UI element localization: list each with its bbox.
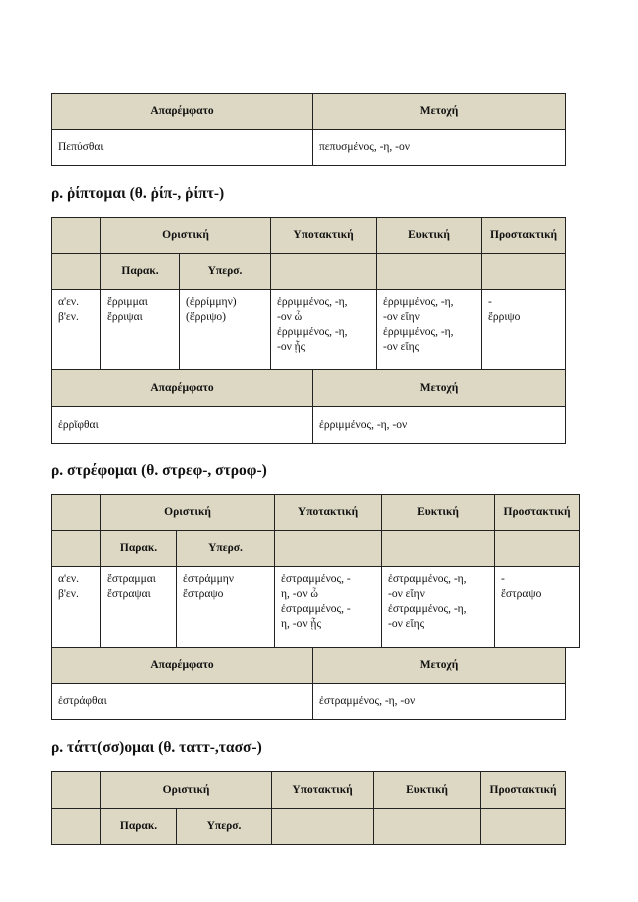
infinitive-form: ἐστράφθαι — [52, 684, 313, 720]
infinitive-form: Πεπύσθαι — [52, 130, 313, 166]
section-title-strepho: ρ. στρέφομαι (θ. στρεφ-, στροφ-) — [51, 462, 267, 479]
subjunctive-header: Υποτακτική — [272, 772, 374, 809]
person-labels: α'εν. β'εν. — [52, 290, 101, 370]
section-title-tatto: ρ. τάττ(σσ)ομαι (θ. τατт-,τασσ-) — [51, 739, 262, 756]
subjunctive-header: Υποτακτική — [275, 495, 382, 531]
imperative-header: Προστακτική — [495, 495, 580, 531]
infinitive-header: Απαρέμφατο — [52, 370, 313, 407]
empty-subheader — [382, 531, 495, 567]
participle-form: πεπυσμένος, -η, -ον — [313, 130, 566, 166]
indicative-header: Οριστική — [101, 218, 271, 254]
pluperfect-subheader: Υπερσ. — [177, 531, 275, 567]
empty-subheader — [275, 531, 382, 567]
conjugation-table-ripto — [51, 217, 566, 370]
infinitive-participle-table-ripto — [51, 369, 566, 444]
empty-corner — [52, 218, 101, 254]
optative-header: Ευκτική — [377, 218, 482, 254]
empty-subheader — [272, 809, 374, 845]
pluperfect-subheader: Υπερσ. — [180, 254, 271, 290]
perfect-subheader: Παρακ. — [101, 531, 177, 567]
imperative-header: Προστακτική — [482, 218, 566, 254]
perfect-subheader: Παρακ. — [101, 254, 180, 290]
perfect-forms: ἔρριμμαι ἔρριψαι — [101, 290, 180, 370]
conjugation-table-strepho — [51, 494, 580, 648]
indicative-header: Οριστική — [101, 495, 275, 531]
imperative-forms: - ἔρριψο — [482, 290, 566, 370]
empty-subheader — [377, 254, 482, 290]
empty-corner — [52, 495, 101, 531]
optative-header: Ευκτική — [374, 772, 481, 809]
infinitive-participle-table-0 — [51, 93, 566, 166]
pluperfect-subheader: Υπερσ. — [177, 809, 272, 845]
optative-forms: ἐρριμμένος, -η, -ον εἴην ἐρριμμένος, -η, -ον εἴης — [377, 290, 482, 370]
empty-subheader — [495, 531, 580, 567]
empty-subheader — [481, 809, 566, 845]
conjugation-table-tatto — [51, 771, 566, 845]
empty-corner — [52, 809, 101, 845]
perfect-subheader: Παρακ. — [101, 809, 177, 845]
participle-form: ἐστραμμένος, -η, -ον — [313, 684, 566, 720]
empty-subheader — [482, 254, 566, 290]
indicative-header: Οριστική — [101, 772, 272, 809]
participle-header: Μετοχή — [313, 370, 566, 407]
infinitive-form: ἐρρῖφθαι — [52, 407, 313, 444]
subjunctive-forms: ἐστραμμένος, - η, -ον ὦ ἐστραμμένος, - η, -ον ᾖς — [275, 567, 382, 648]
empty-corner — [52, 254, 101, 290]
optative-forms: ἐστραμμένος, -η, -ον εἴην ἐστραμμένος, -η, -ον εἴης — [382, 567, 495, 648]
empty-subheader — [374, 809, 481, 845]
empty-subheader — [271, 254, 377, 290]
infinitive-header: Απαρέμφατο — [52, 648, 313, 684]
infinitive-header: Απαρέμφατο — [52, 94, 313, 130]
subjunctive-header: Υποτακτική — [271, 218, 377, 254]
section-title-ripto: ρ. ῥίπτομαι (θ. ῥίπ-, ῥίπτ-) — [51, 185, 225, 202]
person-labels: α'εν. β'εν. — [52, 567, 101, 648]
participle-form: ἐρριμμένος, -η, -ον — [313, 407, 566, 444]
imperative-header: Προστακτική — [481, 772, 566, 809]
perfect-forms: ἔστραμμαι ἔστραψαι — [101, 567, 177, 648]
pluperfect-forms: ἐστράμμην ἔστραψο — [177, 567, 275, 648]
empty-corner — [52, 531, 101, 567]
subjunctive-forms: ἐρριμμένος, -η, -ον ὦ ἐρριμμένος, -η, -ον ᾖς — [271, 290, 377, 370]
imperative-forms: - ἔστραψο — [495, 567, 580, 648]
infinitive-participle-table-strepho — [51, 647, 566, 720]
optative-header: Ευκτική — [382, 495, 495, 531]
participle-header: Μετοχή — [313, 94, 566, 130]
empty-corner — [52, 772, 101, 809]
pluperfect-forms: (ἐρρίμμην) (ἔρριψο) — [180, 290, 271, 370]
participle-header: Μετοχή — [313, 648, 566, 684]
